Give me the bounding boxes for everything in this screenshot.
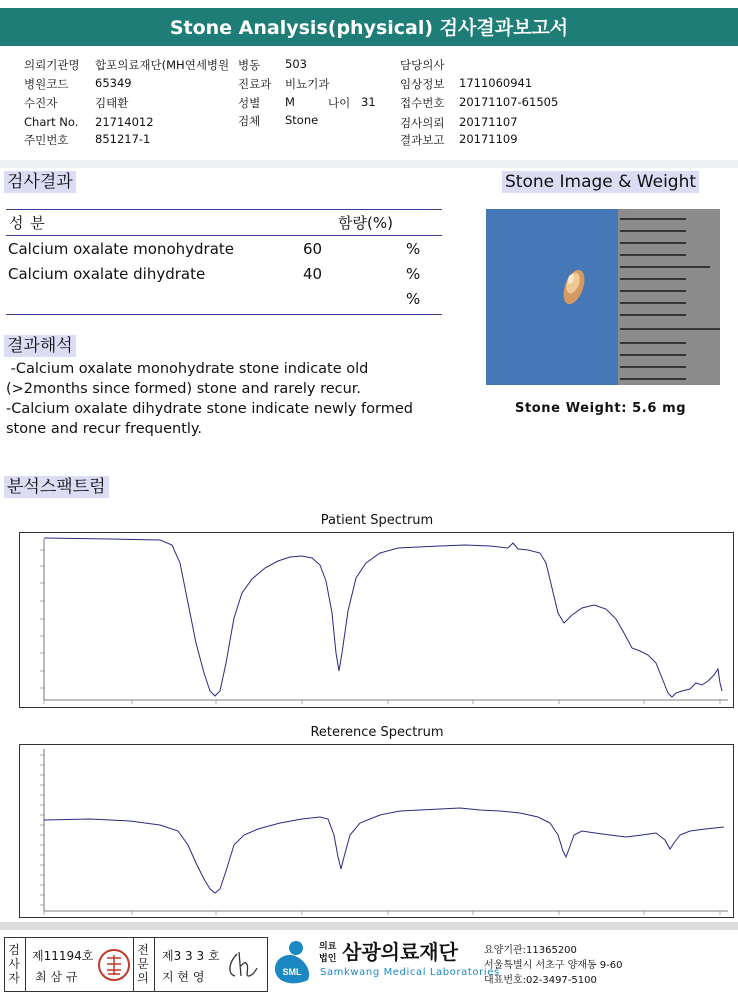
- org-name: 삼광의료재단: [342, 940, 458, 964]
- org-code: 요양기관:11365200: [484, 945, 577, 956]
- result-unit: %: [406, 240, 421, 258]
- org-prefix-bottom: 법인: [319, 954, 337, 964]
- result-unit: %: [406, 290, 421, 308]
- ward-label: 병동: [238, 58, 261, 72]
- report-label: 결과보고: [400, 133, 445, 147]
- patient-spectrum-chart: [19, 532, 734, 708]
- report-value: 20171109: [459, 132, 518, 146]
- result-value: 40: [303, 265, 323, 283]
- hospital-code-value: 65349: [95, 76, 132, 90]
- hospital-code-label: 병원코드: [24, 77, 69, 91]
- chart-value: 21714012: [95, 115, 154, 129]
- results-header-line: [6, 235, 442, 236]
- sig-divider: [25, 938, 26, 991]
- examiner-name: 최 삼 규: [35, 970, 78, 984]
- institution-value: 합포의료재단(MH연세병원: [95, 58, 230, 72]
- examiner-no: 제11194호: [32, 949, 94, 963]
- clinical-info-value: 1711060941: [459, 76, 533, 90]
- specialist-name: 지 현 영: [162, 970, 205, 984]
- org-english: Samkwang Medical Laboratories: [320, 967, 500, 978]
- clinical-info-label: 임상정보: [400, 77, 445, 91]
- interpretation-line: (>2months since formed) stone and rarely recur.: [6, 381, 362, 397]
- receipt-value: 20171107-61505: [459, 95, 559, 109]
- org-address: 서울특별시 서초구 양재동 9-60: [484, 960, 623, 971]
- org-prefix-top: 의료: [319, 942, 337, 952]
- result-name: Calcium oxalate monohydrate: [8, 240, 235, 258]
- resident-label: 주민번호: [24, 133, 69, 147]
- department-label: 진료과: [238, 77, 272, 91]
- request-label: 검사의뢰: [400, 116, 445, 130]
- sml-logo-icon: [270, 938, 314, 988]
- stone-image: [486, 209, 720, 385]
- result-value: 60: [303, 240, 323, 258]
- patient-label: 수진자: [24, 96, 58, 110]
- specimen-value: Stone: [285, 113, 319, 127]
- age-label: 나이: [328, 96, 351, 110]
- result-name: Calcium oxalate dihydrate: [8, 265, 206, 283]
- patient-spectrum-plot: [20, 533, 733, 707]
- request-value: 20171107: [459, 115, 518, 129]
- results-heading: 검사결과: [4, 171, 76, 193]
- spectrum-heading: 분석스팩트럼: [4, 476, 109, 498]
- col-content: 함량(%): [338, 214, 393, 232]
- interpretation-text: [6, 359, 413, 439]
- chart-label: Chart No.: [24, 115, 79, 129]
- resident-value: 851217-1: [95, 132, 151, 146]
- col-component: 성 분: [9, 214, 46, 232]
- result-unit: %: [406, 265, 421, 283]
- specialist-signature: [223, 948, 263, 982]
- report-title: Stone Analysis(physical) 검사결과보고서: [0, 8, 738, 46]
- reference-spectrum-title: Reterence Spectrum: [310, 725, 444, 740]
- examiner-label: 검사자: [8, 943, 20, 985]
- sex-label: 성별: [238, 96, 261, 110]
- ward-value: 503: [285, 57, 307, 71]
- department-value: 비뇨기과: [285, 77, 330, 91]
- institution-label: 의뢰기관명: [24, 58, 80, 72]
- stone-weight: Stone Weight: 5.6 mg: [515, 401, 687, 416]
- specialist-label: 전문의: [137, 943, 149, 985]
- logo-text: SML: [282, 967, 302, 977]
- patient-spectrum-title: Patient Spectrum: [320, 513, 434, 528]
- org-phone: 대표번호:02-3497-5100: [484, 975, 597, 986]
- signature-box: [4, 937, 268, 992]
- age-value: 31: [361, 95, 376, 109]
- section-band: [0, 160, 738, 168]
- examiner-seal: [97, 948, 131, 982]
- interpretation-line: stone and recur frequently.: [6, 421, 203, 437]
- sex-value: M: [285, 95, 295, 109]
- results-bottom-line: [6, 314, 442, 315]
- patient-value: 김태환: [95, 96, 129, 110]
- specimen-label: 검체: [238, 114, 261, 128]
- doctor-label: 담당의사: [400, 58, 445, 72]
- reference-spectrum-chart: [19, 744, 734, 918]
- interpretation-heading: 결과해석: [4, 335, 76, 357]
- specialist-no: 제3 3 3 호: [162, 949, 220, 963]
- interpretation-line: -Calcium oxalate dihydrate stone indicate newly formed: [6, 401, 413, 417]
- receipt-label: 접수번호: [400, 96, 445, 110]
- sig-divider: [154, 938, 155, 991]
- stone-heading: Stone Image & Weight: [502, 171, 699, 193]
- sig-divider: [133, 938, 134, 991]
- footer-band: [0, 922, 738, 930]
- results-top-line: [6, 209, 442, 210]
- interpretation-line: -Calcium oxalate monohydrate stone indicate old: [6, 361, 369, 377]
- reference-spectrum-plot: [20, 745, 733, 917]
